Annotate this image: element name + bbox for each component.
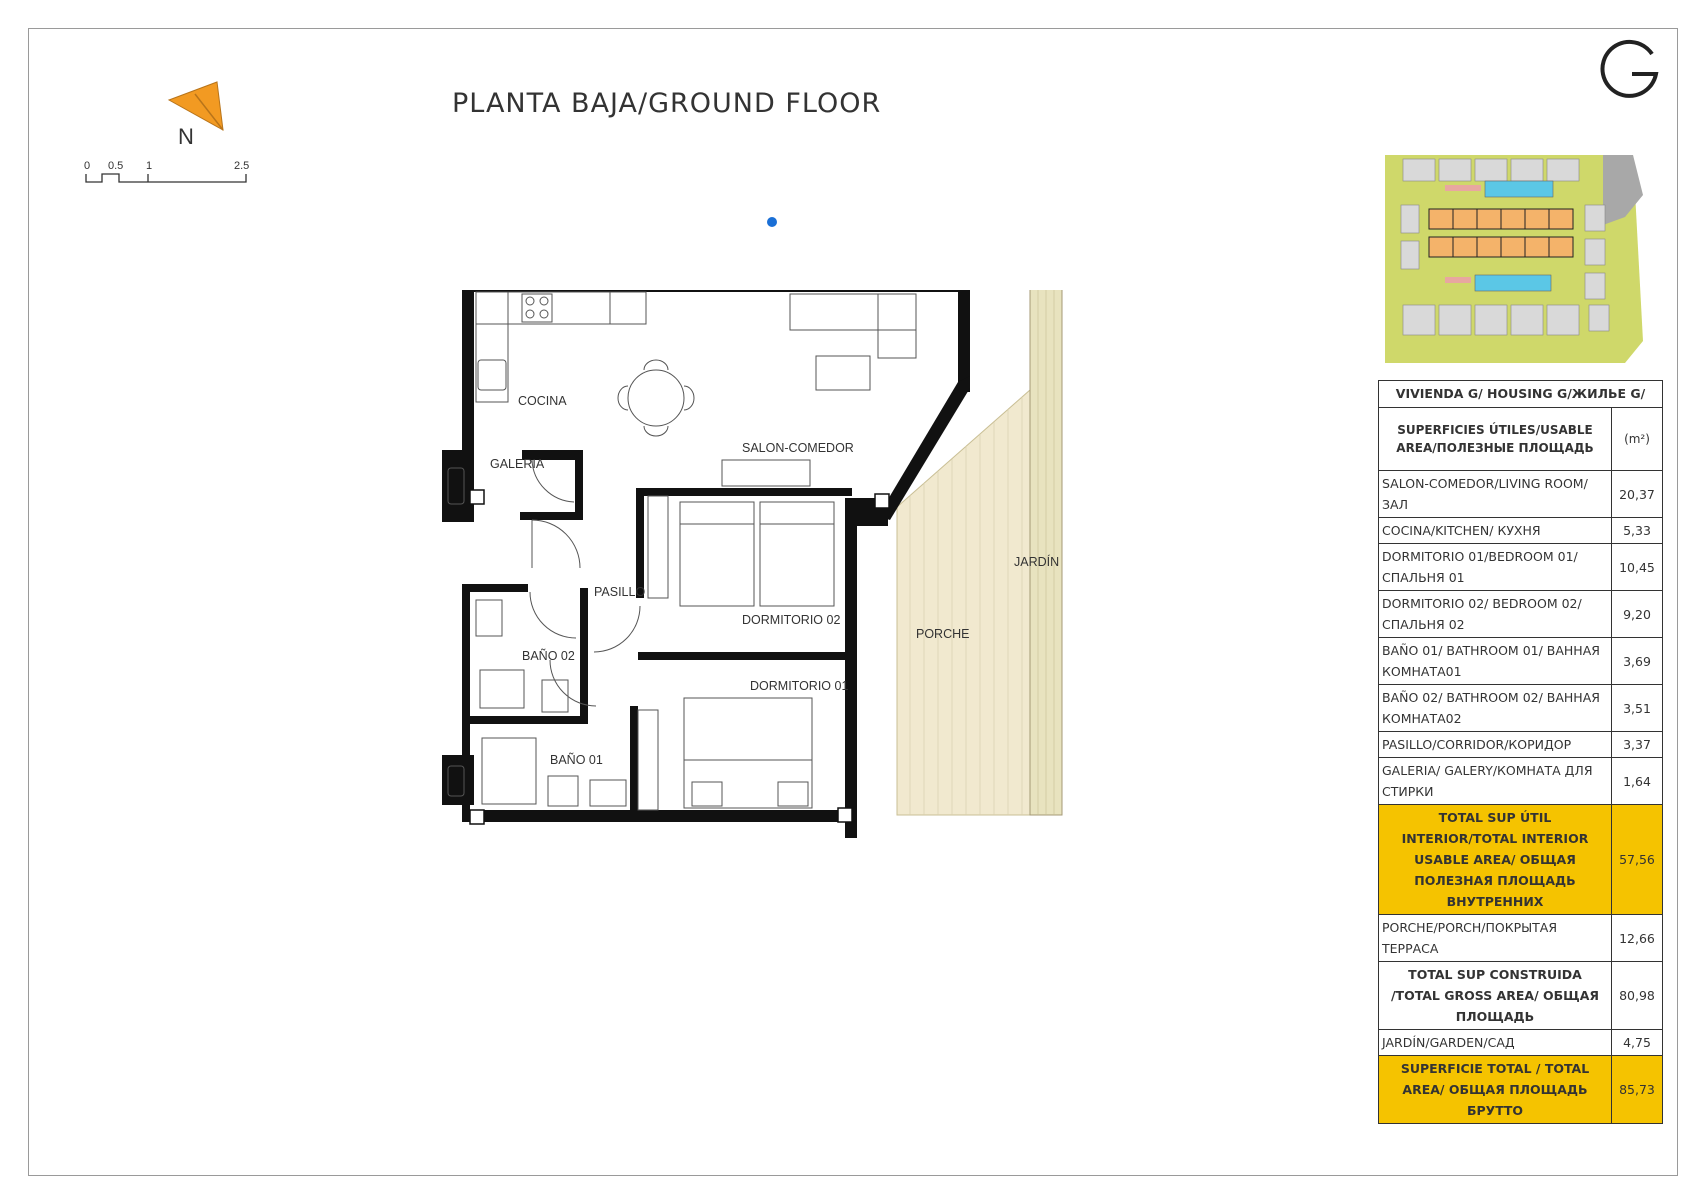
- room-label-pasillo: PASILLO: [594, 585, 646, 599]
- row-value: 85,73: [1612, 1056, 1663, 1124]
- table-row: [1379, 758, 1663, 805]
- row-value: 9,20: [1612, 591, 1663, 638]
- row-label: GALERIA/ GALERY/КОМНАТА ДЛЯ СТИРКИ: [1379, 758, 1612, 805]
- room-label-dormitorio02: DORMITORIO 02: [742, 613, 841, 627]
- row-label: SALON-COMEDOR/LIVING ROOM/ЗАЛ: [1379, 471, 1612, 518]
- dining-table: [618, 360, 694, 436]
- row-label: BAÑO 01/ BATHROOM 01/ ВАННАЯ КОМНАТА01: [1379, 638, 1612, 685]
- scale-tick-label: 1: [146, 160, 153, 172]
- room-label-salon: SALON-COMEDOR: [742, 441, 854, 455]
- table-row: [1379, 544, 1663, 591]
- room-label-jardin: JARDÍN: [1014, 555, 1060, 569]
- row-label: BAÑO 02/ BATHROOM 02/ ВАННАЯ КОМНАТА02: [1379, 685, 1612, 732]
- scale-tick-label: 2.5: [234, 160, 250, 172]
- scale-bar: [80, 158, 260, 188]
- row-value: 57,56: [1612, 805, 1663, 915]
- row-label: DORMITORIO 02/ BEDROOM 02/ СПАЛЬНЯ 02: [1379, 591, 1612, 638]
- row-label: TOTAL SUP CONSTRUIDA /TOTAL GROSS AREA/ ОБЩАЯ ПЛОЩАДЬ: [1379, 962, 1612, 1030]
- north-label: N: [178, 124, 194, 149]
- kitchen-counter: [476, 292, 646, 402]
- walls: [442, 290, 970, 838]
- row-label: TOTAL SUP ÚTIL INTERIOR/TOTAL INTERIOR USABLE AREA/ ОБЩАЯ ПОЛЕЗНАЯ ПЛОЩАДЬ ВНУТРЕННИХ: [1379, 805, 1612, 915]
- room-label-bano02: BAÑO 02: [522, 649, 575, 663]
- scale-tick-label: 0: [84, 160, 91, 172]
- table-unit: (m²): [1612, 408, 1663, 471]
- row-value: 80,98: [1612, 962, 1663, 1030]
- table-subheader: SUPERFICIES ÚTILES/USABLE AREA/ПОЛЕЗНЫЕ ПЛОЩАДЬ: [1379, 408, 1612, 471]
- row-value: 4,75: [1612, 1030, 1663, 1056]
- table-row-porch: [1379, 915, 1663, 962]
- sofa: [790, 294, 916, 390]
- north-arrow-icon: [165, 78, 235, 158]
- location-marker: [766, 216, 778, 228]
- brand-logo: [1596, 38, 1662, 104]
- table-row-garden: [1379, 1030, 1663, 1056]
- row-label: COCINA/KITCHEN/ КУХНЯ: [1379, 518, 1612, 544]
- table-row-total-interior: [1379, 805, 1663, 915]
- room-label-galeria: GALERIA: [490, 457, 545, 471]
- garden-strip: [1030, 290, 1062, 815]
- room-label-dormitorio01: DORMITORIO 01: [750, 679, 849, 693]
- room-label-cocina: COCINA: [518, 394, 567, 408]
- table-row-total-built: [1379, 962, 1663, 1030]
- row-label: PORCHE/PORCH/ПОКРЫТАЯ ТЕРРАСА: [1379, 915, 1612, 962]
- table-row: [1379, 518, 1663, 544]
- twin-beds: [648, 496, 834, 606]
- page-title: PLANTA BAJA/GROUND FLOOR: [452, 88, 882, 119]
- row-label: SUPERFICIE TOTAL / TOTAL AREA/ ОБЩАЯ ПЛОЩАДЬ БРУТТО: [1379, 1056, 1612, 1124]
- site-plan-thumbnail: [1385, 155, 1643, 363]
- table-header: VIVIENDA G/ HOUSING G/ЖИЛЬЕ G/: [1379, 381, 1663, 408]
- row-value: 12,66: [1612, 915, 1663, 962]
- table-row: [1379, 471, 1663, 518]
- table-row: [1379, 685, 1663, 732]
- table-row: [1379, 732, 1663, 758]
- row-value: 3,37: [1612, 732, 1663, 758]
- room-label-porche: PORCHE: [916, 627, 970, 641]
- table-row: [1379, 591, 1663, 638]
- room-label-bano01: BAÑO 01: [550, 753, 603, 767]
- scale-tick-label: 0.5: [108, 160, 124, 172]
- table-row: [1379, 638, 1663, 685]
- row-value: 5,33: [1612, 518, 1663, 544]
- row-value: 3,69: [1612, 638, 1663, 685]
- row-value: 20,37: [1612, 471, 1663, 518]
- row-value: 3,51: [1612, 685, 1663, 732]
- area-table: [1378, 380, 1663, 1124]
- floor-plan: [440, 290, 1090, 910]
- tv-unit: [722, 460, 810, 486]
- double-bed: [638, 698, 812, 810]
- row-value: 10,45: [1612, 544, 1663, 591]
- row-label: PASILLO/CORRIDOR/КОРИДОР: [1379, 732, 1612, 758]
- row-value: 1,64: [1612, 758, 1663, 805]
- row-label: JARDÍN/GARDEN/САД: [1379, 1030, 1612, 1056]
- table-row-total-area: [1379, 1056, 1663, 1124]
- row-label: DORMITORIO 01/BEDROOM 01/ СПАЛЬНЯ 01: [1379, 544, 1612, 591]
